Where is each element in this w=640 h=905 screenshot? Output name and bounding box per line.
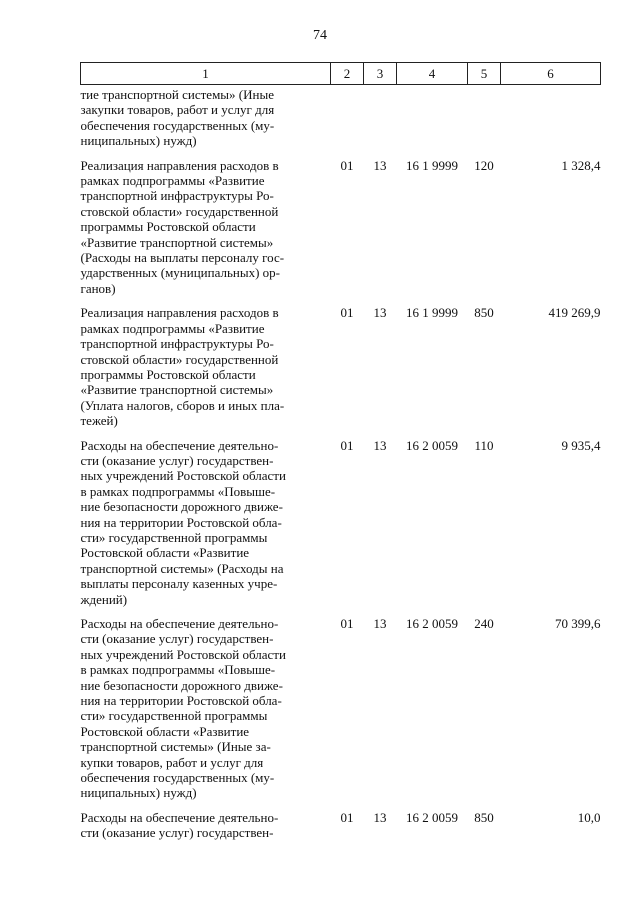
section-code: 01 <box>340 157 354 173</box>
description-line: обеспечения государственных (му- <box>80 117 275 133</box>
expense-type-code: 850 <box>474 305 494 321</box>
description-line: стовской области» государственной <box>80 351 279 367</box>
description-line: сти (оказание услуг) государствен- <box>80 825 274 841</box>
description-line: программы Ростовской области <box>80 219 256 235</box>
expense-type-code <box>468 85 501 158</box>
column-header-1: 1 <box>81 63 331 85</box>
subsection-code: 13 <box>373 305 387 321</box>
expense-description <box>81 810 331 850</box>
target-article-code: 16 1 9999 <box>406 305 458 321</box>
amount-value: 419 269,9 <box>548 305 601 321</box>
column-header-5: 5 <box>468 63 501 85</box>
subsection-code: 13 <box>373 437 387 453</box>
description-line: транспортной инфраструктуры Ро- <box>80 188 274 204</box>
expense-description <box>81 85 331 158</box>
table-row <box>81 616 601 810</box>
subsection-code: 13 <box>373 616 387 631</box>
expense-type-code: 240 <box>474 616 494 631</box>
expense-description <box>81 305 331 437</box>
table-row <box>81 85 601 158</box>
description-line: (Уплата налогов, сборов и иных пла- <box>80 397 285 413</box>
description-line: ниципальных) нужд) <box>80 133 197 149</box>
description-line: Расходы на обеспечение деятельно- <box>80 616 279 631</box>
description-line: ждений) <box>80 591 128 607</box>
table-row <box>81 305 601 437</box>
description-line: ние безопасности дорожного движе- <box>80 677 283 693</box>
amount-value: 10,0 <box>577 809 601 825</box>
table-row <box>81 438 601 616</box>
description-line: закупки товаров, работ и услуг для <box>80 102 275 118</box>
expense-description <box>81 438 331 616</box>
table-row <box>81 810 601 850</box>
description-line: тие транспортной системы» (Иные <box>80 87 274 102</box>
description-line: ных учреждений Ростовской области <box>80 468 286 484</box>
expense-description <box>81 616 331 810</box>
target-article-code: 16 2 0059 <box>406 437 458 453</box>
expense-type-code: 850 <box>474 809 494 825</box>
budget-table <box>80 62 601 850</box>
description-line: ударственных (муниципальных) ор- <box>80 265 280 281</box>
section-code: 01 <box>340 437 354 453</box>
description-line: (Расходы на выплаты персоналу гос- <box>80 250 285 266</box>
description-line: ниципальных) нужд) <box>80 785 197 801</box>
expense-type-code: 110 <box>474 437 494 453</box>
description-line: «Развитие транспортной системы» <box>80 234 274 250</box>
description-line: транспортной системы» (Иные за- <box>80 739 271 755</box>
description-line: стовской области» государственной <box>80 203 279 219</box>
target-article-code <box>397 85 468 158</box>
amount-value: 1 328,4 <box>561 157 601 173</box>
column-header-3: 3 <box>364 63 397 85</box>
table-row <box>81 158 601 306</box>
description-line: «Развитие транспортной системы» <box>80 382 274 398</box>
description-line: ных учреждений Ростовской области <box>80 646 286 662</box>
description-line: программы Ростовской области <box>80 366 256 382</box>
description-line: ганов) <box>80 280 116 296</box>
expense-type-code: 120 <box>474 157 494 173</box>
description-line: транспортной системы» (Расходы на <box>80 560 284 576</box>
description-line: Ростовской области «Развитие <box>80 545 250 561</box>
amount-value: 70 399,6 <box>555 616 601 631</box>
page-number: 74 <box>313 28 327 43</box>
description-line: купки товаров, работ и услуг для <box>80 754 264 770</box>
table-header-row <box>81 63 601 85</box>
description-line: в рамках подпрограммы «Повыше- <box>80 662 276 678</box>
description-line: тежей) <box>80 413 118 429</box>
description-line: рамках подпрограммы «Развитие <box>80 320 265 336</box>
description-line: ние безопасности дорожного движе- <box>80 499 283 515</box>
target-article-code: 16 1 9999 <box>406 157 458 173</box>
subsection-code: 13 <box>373 157 387 173</box>
description-line: обеспечения государственных (му- <box>80 770 275 786</box>
column-header-2: 2 <box>331 63 364 85</box>
description-line: Расходы на обеспечение деятельно- <box>80 809 279 825</box>
expense-description <box>81 158 331 306</box>
subsection-code <box>364 85 397 158</box>
subsection-code: 13 <box>373 809 387 825</box>
description-line: Реализация направления расходов в <box>80 305 279 321</box>
amount-value: 9 935,4 <box>561 437 601 453</box>
section-code: 01 <box>340 305 354 321</box>
description-line: рамках подпрограммы «Развитие <box>80 173 265 189</box>
target-article-code: 16 2 0059 <box>406 809 458 825</box>
description-line: сти (оказание услуг) государствен- <box>80 631 274 647</box>
description-line: Расходы на обеспечение деятельно- <box>80 437 279 453</box>
amount-value <box>501 85 601 158</box>
description-line: ния на территории Ростовской обла- <box>80 693 282 709</box>
table-body <box>81 85 601 850</box>
description-line: выплаты персоналу казенных учре- <box>80 576 278 592</box>
description-line: сти» государственной программы <box>80 529 268 545</box>
target-article-code: 16 2 0059 <box>406 616 458 631</box>
description-line: Реализация направления расходов в <box>80 157 279 173</box>
column-header-4: 4 <box>397 63 468 85</box>
description-line: сти (оказание услуг) государствен- <box>80 452 274 468</box>
description-line: в рамках подпрограммы «Повыше- <box>80 483 276 499</box>
description-line: транспортной инфраструктуры Ро- <box>80 336 274 352</box>
description-line: ния на территории Ростовской обла- <box>80 514 282 530</box>
section-code: 01 <box>340 616 354 631</box>
section-code <box>331 85 364 158</box>
section-code: 01 <box>340 809 354 825</box>
description-line: сти» государственной программы <box>80 708 268 724</box>
description-line: Ростовской области «Развитие <box>80 723 250 739</box>
column-header-6: 6 <box>501 63 601 85</box>
